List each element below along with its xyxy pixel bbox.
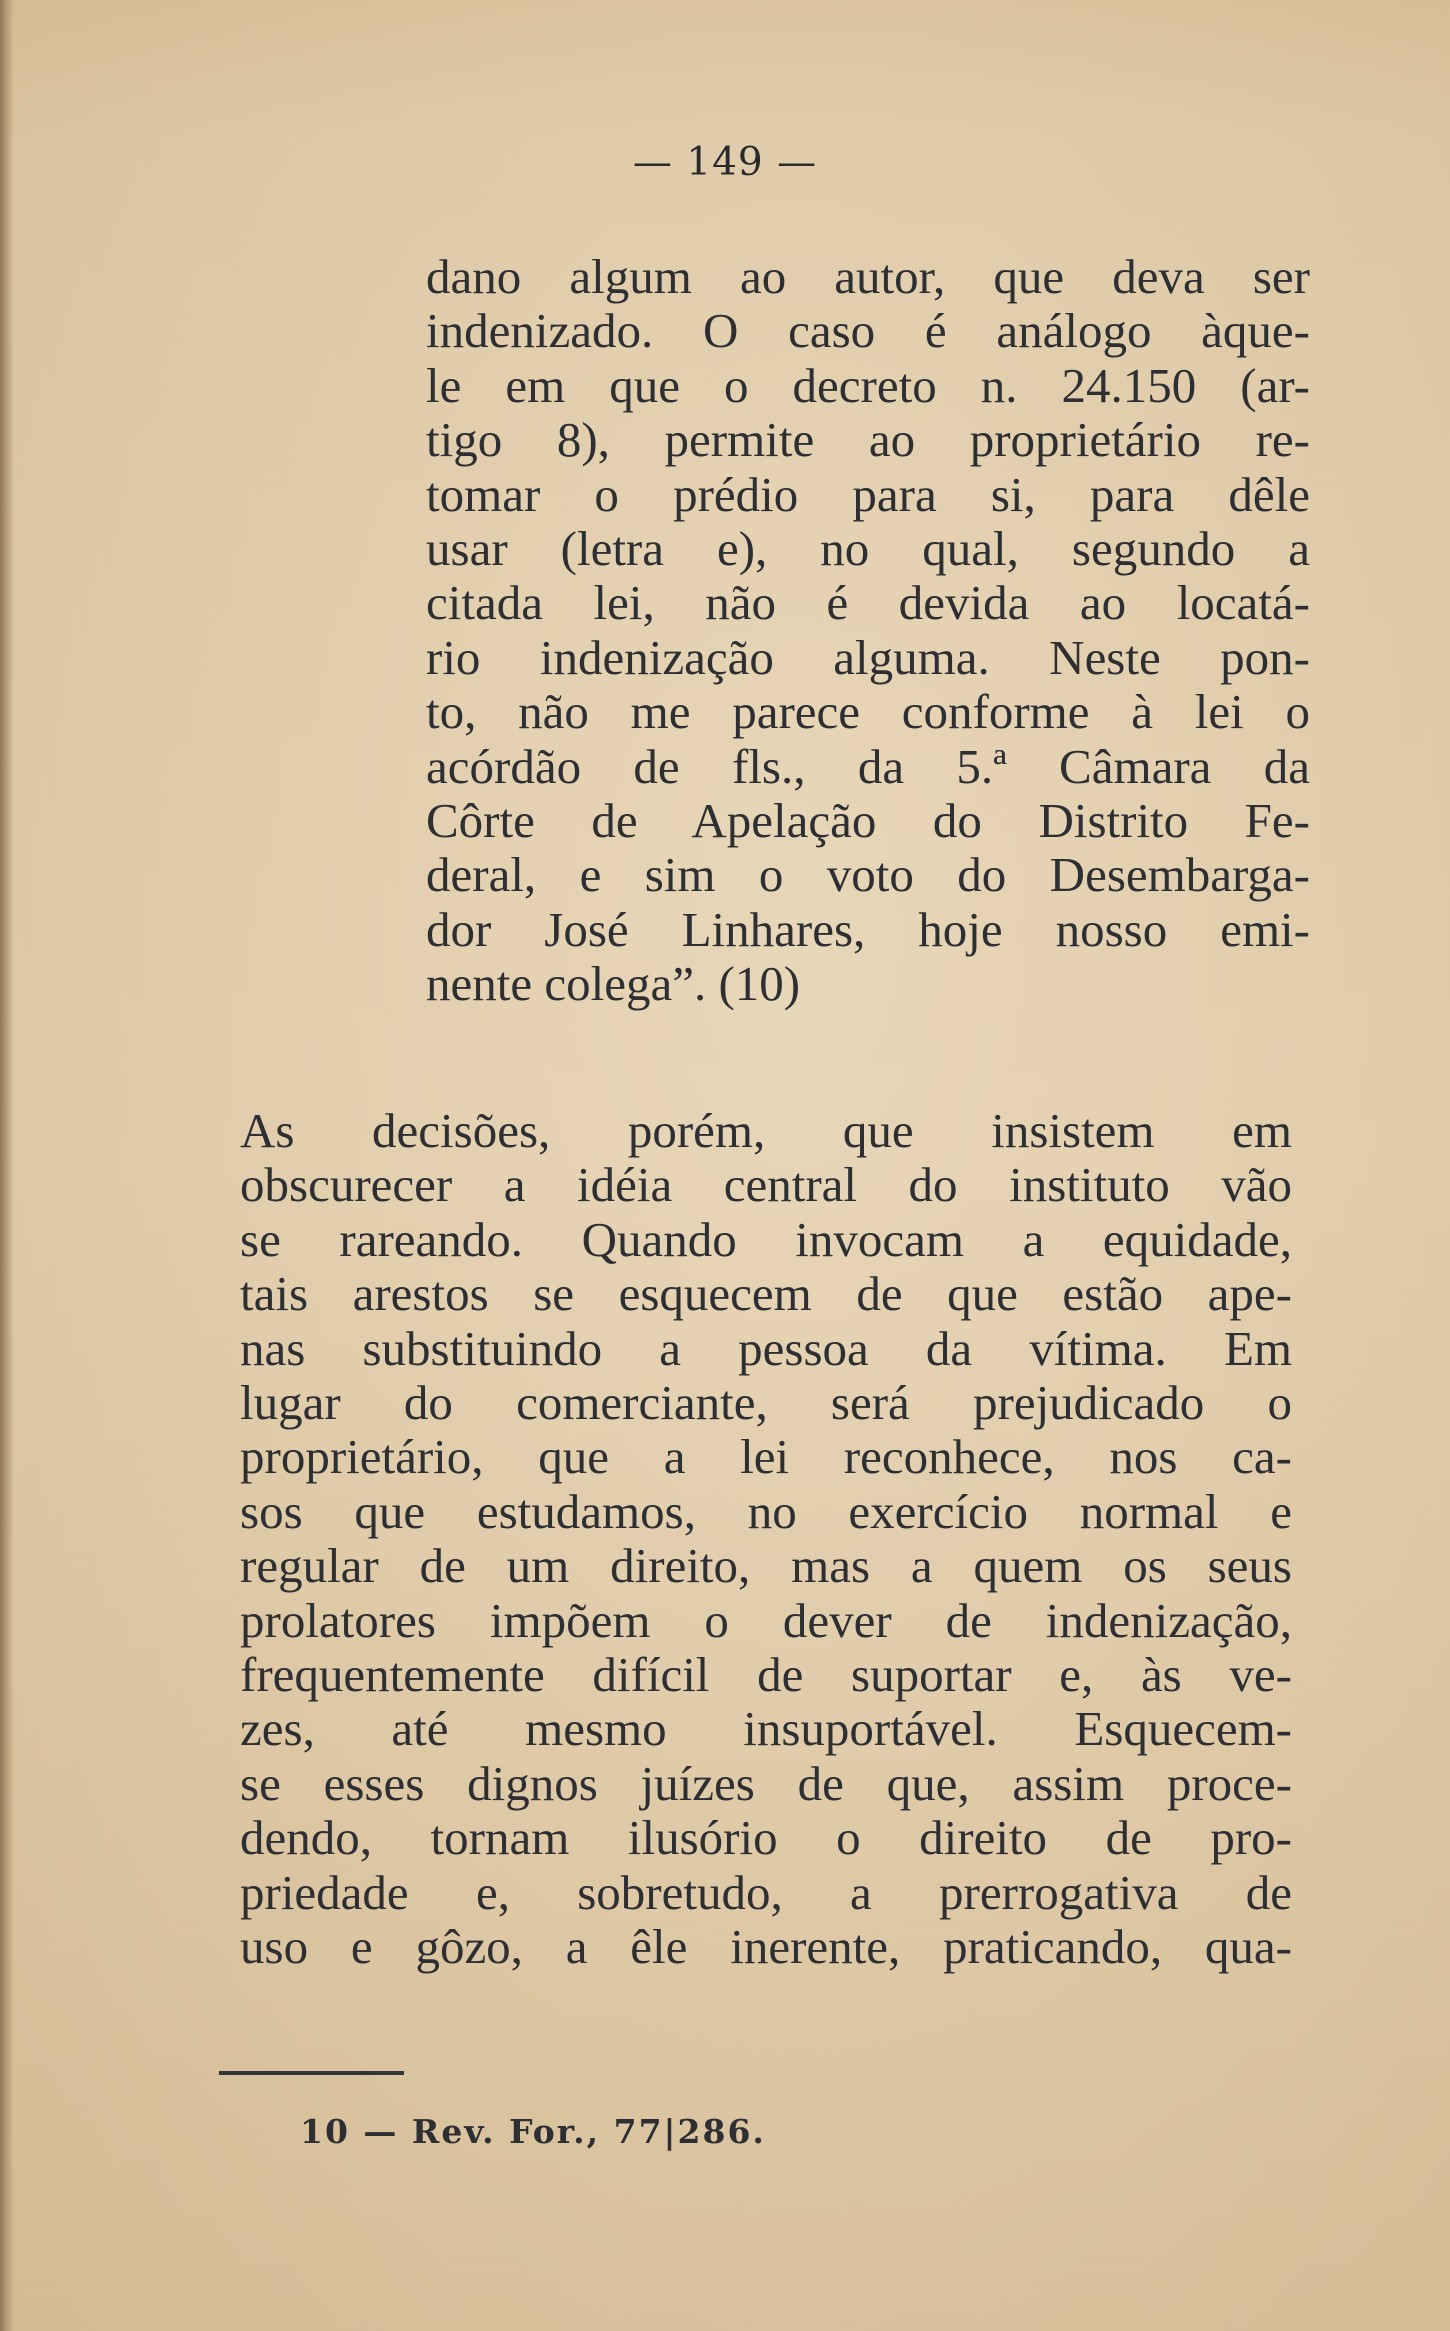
- text-line: tais arestos se esquecem de que estão ape-: [240, 1266, 1292, 1322]
- text-line: usar (letra e), no qual, segundo a: [426, 521, 1310, 577]
- text-line: nente colega”. (10): [426, 956, 801, 1012]
- page-number: — 149 —: [632, 140, 818, 185]
- footnote: 10 — Rev. For., 77|286.: [300, 2112, 766, 2151]
- text-line: uso e gôzo, a êle inerente, praticando, qua-: [240, 1919, 1292, 1975]
- text-line: As decisões, porém, que insistem em: [240, 1103, 1292, 1158]
- text-line: dendo, tornam ilusório o direito de pro-: [240, 1810, 1292, 1866]
- text-line: frequentemente difícil de suportar e, às ve-: [240, 1647, 1292, 1703]
- text-line: indenizado. O caso é análogo àque-: [426, 303, 1310, 359]
- text-line: le em que o decreto n. 24.150 (ar-: [426, 357, 1310, 413]
- body-paragraph: [240, 1104, 1292, 1975]
- footnote-divider: [219, 2071, 404, 2075]
- text-line: tomar o prédio para si, para dêle: [426, 466, 1310, 522]
- text-line: to, não me parece conforme à lei o: [426, 684, 1310, 740]
- text-line: obscurecer a idéia central do instituto vão: [240, 1157, 1292, 1213]
- text-line: se rareando. Quando invocam a equidade,: [240, 1211, 1292, 1267]
- text-line: sos que estudamos, no exercício normal e: [240, 1483, 1292, 1539]
- text-line: regular de um direito, mas a quem os seus: [240, 1538, 1292, 1594]
- text-line: deral, e sim o voto do Desembarga-: [426, 847, 1310, 903]
- text-line: dor José Linhares, hoje nosso emi-: [426, 901, 1310, 957]
- text-line: zes, até mesmo insuportável. Esquecem-: [240, 1701, 1292, 1757]
- text-line: lugar do comerciante, será prejudicado o: [240, 1375, 1292, 1431]
- text-line: priedade e, sobretudo, a prerrogativa de: [240, 1864, 1292, 1920]
- text-line: acórdão de fls., da 5.ª Câmara da: [426, 738, 1310, 794]
- text-line: proprietário, que a lei reconhece, nos ca-: [240, 1429, 1292, 1485]
- page-binding-edge: [0, 0, 14, 2331]
- text-line: dano algum ao autor, que deva ser: [426, 249, 1310, 304]
- text-line: se esses dignos juízes de que, assim proce-: [240, 1755, 1292, 1811]
- text-line: nas substituindo a pessoa da vítima. Em: [240, 1320, 1292, 1376]
- text-line: rio indenização alguma. Neste pon-: [426, 629, 1310, 685]
- text-line: tigo 8), permite ao proprietário re-: [426, 412, 1310, 468]
- text-line: prolatores impõem o dever de indenização,: [240, 1592, 1292, 1648]
- text-line: Côrte de Apelação do Distrito Fe-: [426, 793, 1310, 849]
- paragraph-continuation: [426, 250, 1310, 1012]
- text-line: citada lei, não é devida ao locatá-: [426, 575, 1310, 631]
